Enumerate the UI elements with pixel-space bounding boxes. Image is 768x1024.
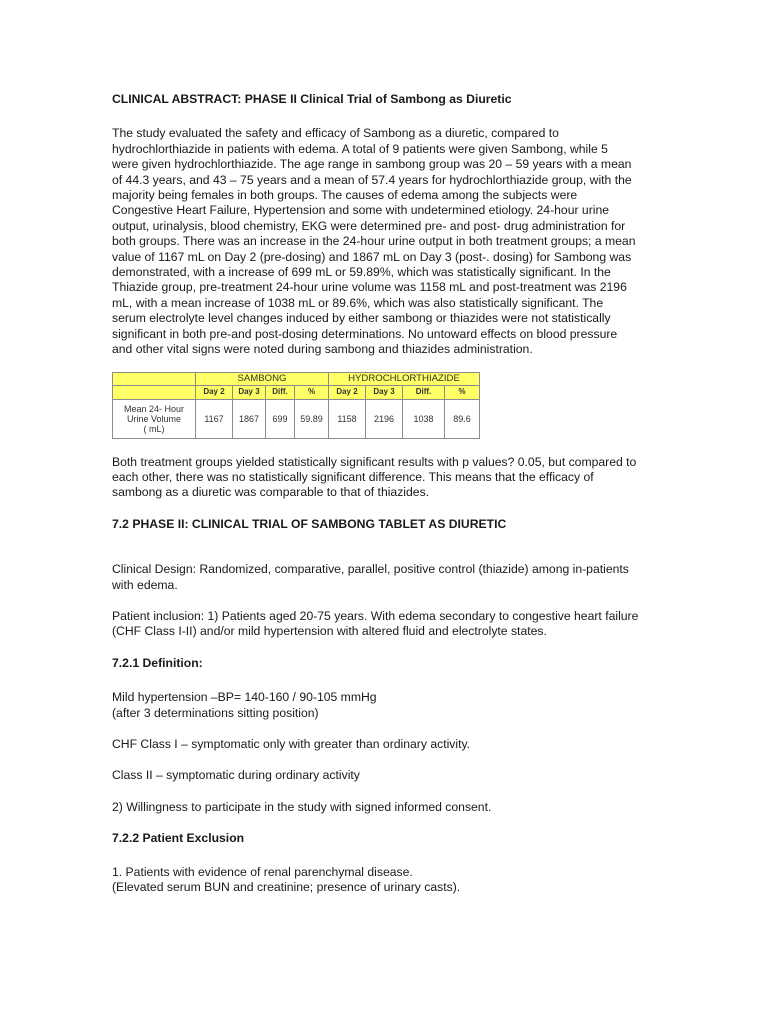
value-cell: 1158: [329, 399, 366, 438]
value-cell: 699: [266, 399, 295, 438]
value-cell: 2196: [366, 399, 403, 438]
hypertension-definition: [112, 690, 660, 721]
abstract-line: The study evaluated the safety and efficacy of Sambong as a diuretic, compared to: [112, 126, 559, 141]
table-group-header-row: [113, 372, 480, 385]
value-cell: 59.89: [295, 399, 329, 438]
abstract-paragraph: [112, 126, 660, 357]
willingness-criterion: 2) Willingness to participate in the study with signed informed consent.: [112, 799, 492, 814]
hydrochlorthiazide-group-header: HYDROCHLORTHIAZIDE: [329, 372, 480, 385]
patient-inclusion-paragraph: [112, 609, 660, 640]
conclusion-line: Both treatment groups yielded statistically significant results with p values? 0.05, but compared to: [112, 454, 637, 469]
abstract-line: were given hydrochlorthiazide. The age range in sambong group was 20 – 59 years with a mean: [112, 157, 632, 172]
exclusion-line: (Elevated serum BUN and creatinine; presence of urinary casts).: [112, 880, 461, 894]
abstract-line: majority being females in both groups. The causes of edema among the subjects were: [112, 188, 578, 203]
design-line: with edema.: [112, 577, 178, 592]
sambong-group-header: SAMBONG: [196, 372, 329, 385]
definition-line: (after 3 determinations sitting position): [112, 705, 319, 720]
abstract-line: mL, with a mean increase of 1038 mL or 89.6%, which was also statistically significant. The: [112, 295, 604, 310]
class-2-definition: Class II – symptomatic during ordinary activity: [112, 768, 360, 783]
row-label-line: Urine Volume: [126, 413, 182, 424]
value-cell: 1867: [233, 399, 266, 438]
subheader-cell: Diff.: [266, 385, 295, 399]
conclusion-line: each other, there was no statistically significant difference. This means that the efficacy of: [112, 469, 594, 484]
subheader-cell: Diff.: [403, 385, 445, 399]
subheader-cell: Day 3: [366, 385, 403, 399]
subheader-cell: %: [445, 385, 480, 399]
abstract-line: serum electrolyte level changes induced by either sambong or thiazides were not statistically: [112, 311, 611, 326]
subheader-cell: Day 3: [233, 385, 266, 399]
value-cell: 1038: [403, 399, 445, 438]
table-corner-cell: [113, 385, 196, 399]
abstract-line: demonstrated, with a increase of 699 mL or 59.89%, which was statistically significant. In the: [112, 265, 611, 280]
row-label-line: ( mL): [143, 423, 165, 434]
exclusion-line: 1. Patients with evidence of renal parenchymal disease.: [112, 864, 413, 879]
design-line: Clinical Design: Randomized, comparative, parallel, positive control (thiazide) among in-patients: [112, 562, 629, 577]
table-row: [113, 399, 480, 438]
subheader-cell: Day 2: [196, 385, 233, 399]
inclusion-line: Patient inclusion: 1) Patients aged 20-75 years. With edema secondary to congestive heart failure: [112, 608, 639, 623]
subheader-cell: %: [295, 385, 329, 399]
conclusion-line: sambong as a diuretic was comparable to that of thiazides.: [112, 485, 430, 500]
abstract-line: hydrochlorthiazide in patients with edema. A total of 9 patients were given Sambong, while 5: [112, 141, 608, 156]
section-7-2-2-heading: 7.2.2 Patient Exclusion: [112, 831, 245, 846]
abstract-title: CLINICAL ABSTRACT: PHASE II Clinical Trial of Sambong as Diuretic: [112, 92, 512, 106]
table-corner-cell: [113, 372, 196, 385]
table-subheader-row: [113, 385, 480, 399]
abstract-line: and other vital signs were noted during sambong and thiazides administration.: [112, 342, 533, 357]
value-cell: 1167: [196, 399, 233, 438]
exclusion-item-1: [112, 865, 660, 896]
conclusion-paragraph: [112, 455, 660, 501]
abstract-line: Congestive Heart Failure, Hypertension and some with undetermined etiology. 24-hour urine: [112, 203, 610, 218]
abstract-line: both groups. There was an increase in the 24-hour urine output in both treatment groups; a mean: [112, 234, 636, 249]
abstract-line: output, urinalysis, blood chemistry, EKG were determined pre- and post- drug administration for: [112, 218, 626, 233]
abstract-line: value of 1167 mL on Day 2 (pre-dosing) and 1867 mL on Day 3 (post-. dosing) for Sambong was: [112, 249, 632, 264]
value-cell: 89.6: [445, 399, 480, 438]
document-page: [112, 92, 660, 911]
definition-line: Mild hypertension –BP= 140-160 / 90-105 mmHg: [112, 690, 377, 705]
section-7-2-heading: 7.2 PHASE II: CLINICAL TRIAL OF SAMBONG TABLET AS DIURETIC: [112, 516, 507, 531]
row-label-line: Mean 24- Hour: [123, 403, 185, 414]
chf-class-1-definition: CHF Class I – symptomatic only with greater than ordinary activity.: [112, 736, 471, 751]
abstract-line: significant in both pre-and post-dosing determinations. No untoward effects on blood pressure: [112, 326, 618, 341]
row-label-cell: [113, 399, 196, 438]
abstract-line: Thiazide group, pre-treatment 24-hour urine volume was 1158 mL and post-treatment was 2196: [112, 280, 627, 295]
inclusion-line: (CHF Class I-II) and/or mild hypertension with altered fluid and electrolyte states.: [112, 624, 547, 639]
abstract-line: of 44.3 years, and 43 – 75 years and a mean of 57.4 years for hydrochlorthiazide group, with the: [112, 172, 632, 187]
urine-volume-table: [112, 372, 480, 439]
clinical-design-paragraph: [112, 562, 660, 593]
subheader-cell: Day 2: [329, 385, 366, 399]
section-7-2-1-heading: 7.2.1 Definition:: [112, 655, 203, 670]
